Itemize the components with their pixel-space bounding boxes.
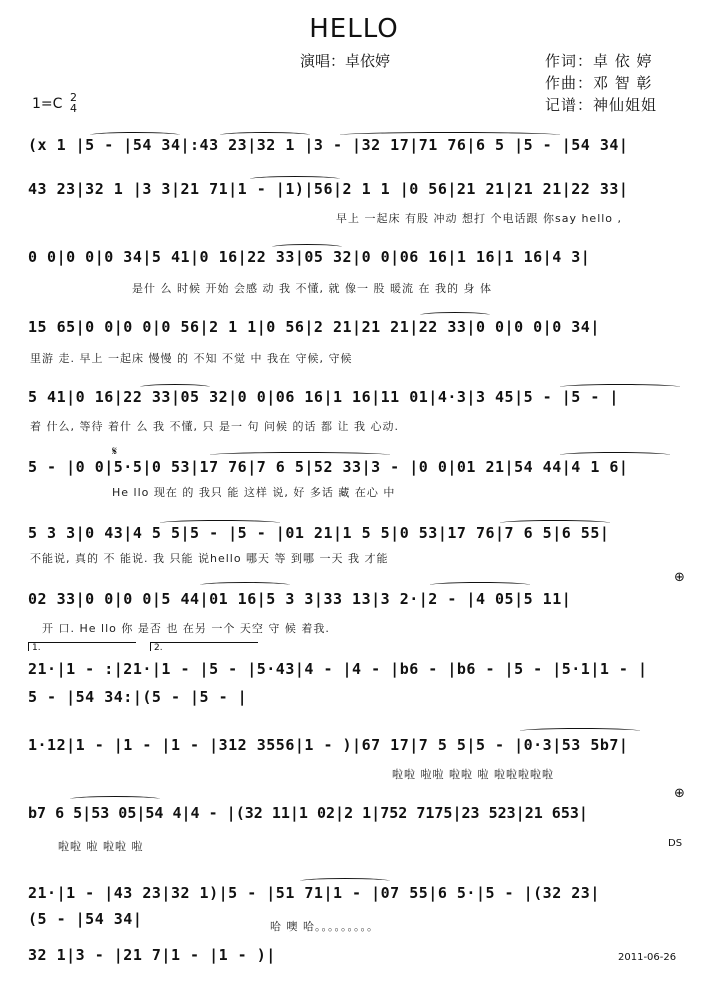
ds-marking: DS (668, 838, 683, 849)
volta-1-bracket: 1. (28, 642, 136, 651)
score-line-3-notes: 0 0|0 0|0 34|5 41|0 16|22 33|05 32|0 0|06 16|1 16|1 16|4 3| (28, 248, 591, 266)
tie-arc (520, 728, 640, 734)
time-signature-bottom: 4 (70, 102, 77, 115)
score-line-4-notes: 15 65|0 0|0 0|0 56|2 1 1|0 56|2 21|21 21|22 33|0 0|0 0|0 34| (28, 318, 600, 336)
score-line-11-lyrics: 啦啦 啦 啦啦 啦 (58, 840, 144, 853)
score-line-10-lyrics: 啦啦 啦啦 啦啦 啦 啦啦啦啦啦 (392, 768, 554, 781)
transcription-date: 2011-06-26 (618, 952, 677, 963)
score-line-7-notes: 5 3 3|0 43|4 5 5|5 - |5 - |01 21|1 5 5|0 53|17 76|7 6 5|6 55| (28, 524, 610, 542)
score-line-6-lyrics: He llo 现在 的 我只 能 这样 说, 好 多话 藏 在心 中 (112, 486, 396, 499)
score-line-6-notes: 5 - |0 0|5·5|0 53|17 76|7 6 5|52 33|3 - |0 0|01 21|54 44|4 1 6| (28, 458, 629, 476)
time-signature-top: 2 (70, 91, 77, 104)
transcriber-credit: 记谱：神仙姐姐 (545, 96, 658, 114)
score-line-4-lyrics: 里游 走. 早上 一起床 慢慢 的 不知 不觉 中 我在 守候, 守候 (30, 352, 353, 365)
score-line-12-notes: 21·|1 - |43 23|32 1)|5 - |51 71|1 - |07 55|6 5·|5 - |(32 23| (28, 884, 600, 902)
score-line-1-notes: (x 1 |5 - |54 34|:43 23|32 1 |3 - |32 17|71 76|6 5 |5 - |54 34| (28, 136, 629, 154)
score-line-13-notes: 32 1|3 - |21 7|1 - |1 - )| (28, 946, 276, 964)
tie-arc (200, 582, 290, 588)
score-line-2-notes: 43 23|32 1 |3 3|21 71|1 - |1)|56|2 1 1 |0 56|21 21|21 21|22 33| (28, 180, 629, 198)
volta-2-bracket: 2. (150, 642, 258, 651)
score-line-12-lyrics: 哈 噢 哈。。。。。。。。。 (270, 920, 379, 933)
score-line-5-notes: 5 41|0 16|22 33|05 32|0 0|06 16|1 16|11 01|4·3|3 45|5 - |5 - | (28, 388, 619, 406)
lyricist-credit: 作词：卓 依 婷 (545, 52, 653, 70)
score-line-3-lyrics: 是什 么 时候 开始 会感 动 我 不懂, 就 像一 股 暖流 在 我的 身 体 (132, 282, 492, 295)
composer-credit: 作曲：邓 智 彰 (545, 74, 653, 92)
key-signature: 1=C (32, 96, 63, 112)
song-title: HELLO (309, 14, 399, 44)
score-line-9-lower-voice: 5 - |54 34:|(5 - |5 - | (28, 688, 248, 706)
tie-arc (430, 582, 530, 588)
score-line-10-notes: 1·12|1 - |1 - |1 - |312 3556|1 - )|67 17|7 5 5|5 - |0·3|53 5b7| (28, 736, 629, 754)
singer-credit: 演唱：卓依婷 (300, 52, 391, 70)
score-line-11-notes: b7 6 5|53 05|54 4|4 - |(32 11|1 02|2 1|752 7175|23 523|21 653| (28, 804, 588, 822)
score-line-9-notes: 21·|1 - :|21·|1 - |5 - |5·43|4 - |4 - |b6 - |b6 - |5 - |5·1|1 - | (28, 660, 648, 678)
score-line-12-lower-voice: (5 - |54 34| (28, 910, 143, 928)
score-line-8-notes: 02 33|0 0|0 0|5 44|01 16|5 3 3|33 13|3 2·|2 - |4 05|5 11| (28, 590, 572, 608)
score-line-2-lyrics: 早上 一起床 有股 冲动 想打 个电话跟 你say hello , (336, 212, 623, 225)
score-line-8-lyrics: 开 口. He llo 你 是否 也 在另 一个 天空 守 候 着我. (42, 622, 330, 635)
segno-sign: 𝄋 (112, 444, 118, 458)
score-line-5-lyrics: 着 什么, 等待 着什 么 我 不懂, 只 是一 句 问候 的话 都 让 我 心动. (30, 420, 399, 433)
coda-sign: ⊕ (674, 570, 685, 585)
time-signature (70, 92, 77, 114)
tie-arc (70, 796, 160, 802)
coda-sign-2: ⊕ (674, 786, 685, 801)
score-line-7-lyrics: 不能说, 真的 不 能说. 我 只能 说hello 哪天 等 到哪 一天 我 才能 (30, 552, 389, 565)
